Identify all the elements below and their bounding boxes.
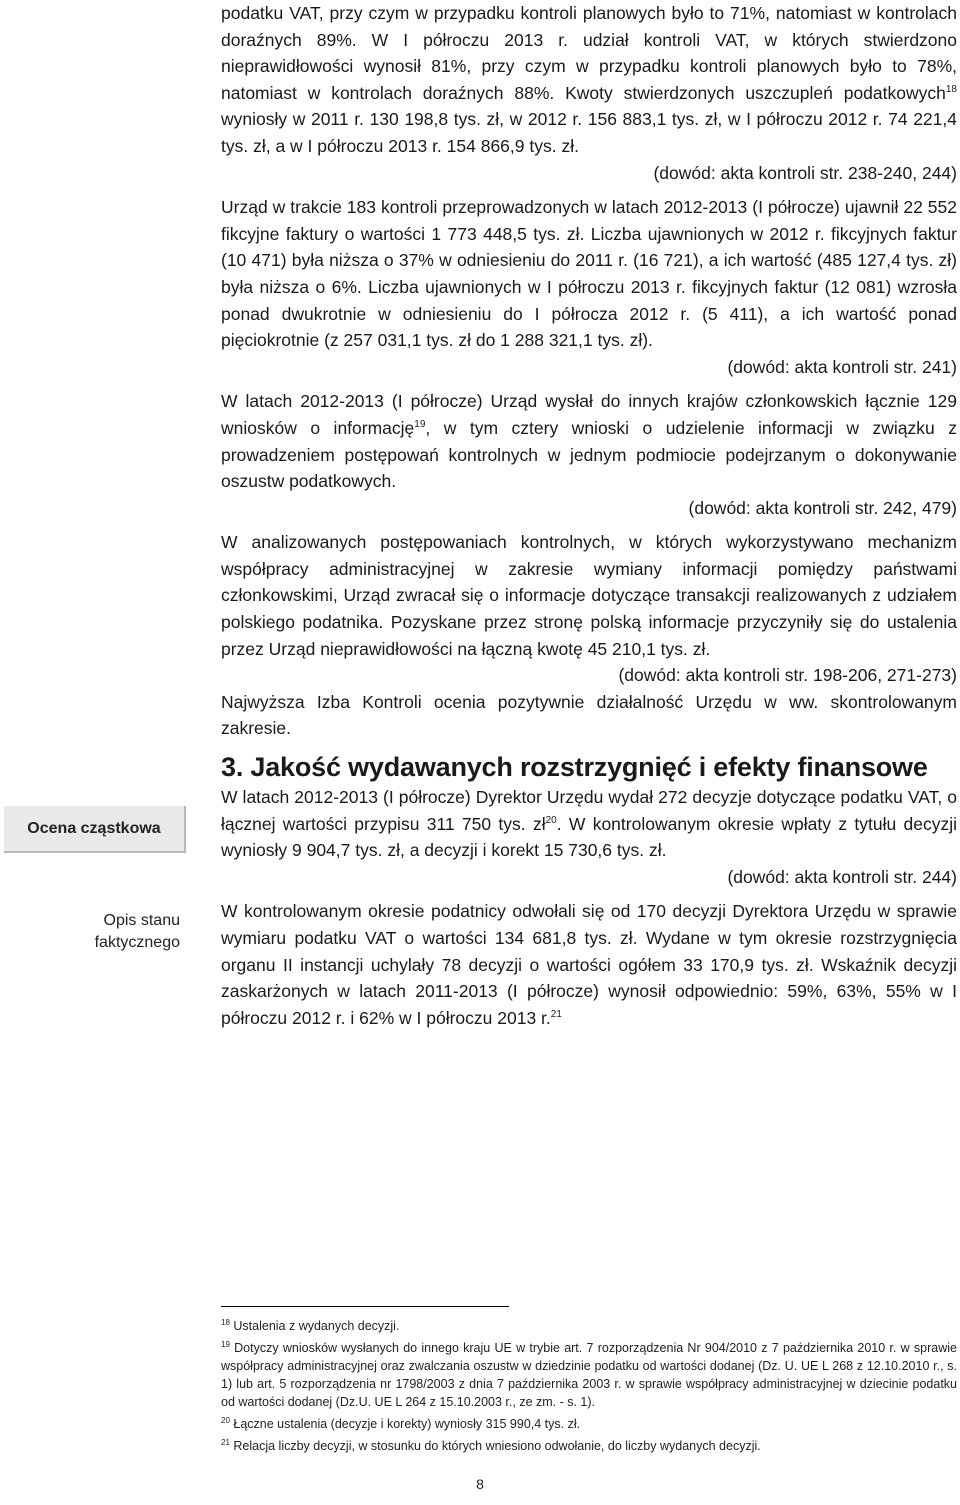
footnote-20 (221, 1415, 957, 1433)
footnote-ref-20[interactable]: 20 (545, 814, 557, 826)
paragraph-6-text-b: . W kontrolowanym okresie wpłaty z tytułu decyzji wyniosły 9 904,7 tys. zł, a decyzji i korekt 15 730,6 tys. zł. (221, 813, 957, 861)
paragraph-7 (221, 898, 957, 1031)
footnote-number: 20 (221, 1415, 230, 1425)
evidence-citation-3: (dowód: akta kontroli str. 242, 479) (688, 497, 957, 518)
footnote-ref-18[interactable]: 18 (945, 83, 957, 95)
footnote-number: 19 (221, 1339, 230, 1349)
sidebar-note-line1: Opis stanu (103, 912, 180, 929)
footnote-number: 21 (221, 1437, 230, 1447)
footnote-ref-21[interactable]: 21 (550, 1008, 562, 1020)
paragraph-1-text-a: podatku VAT, przy czym w przypadku kontroli planowych było to 71%, natomiast w kontrolach doraźnych 89%. W I półroczu 2013 r. udział kontroli VAT, w których stwierdzono nieprawidłowości wynosił 81%, przy czym w przypadku kontroli planowych było to 78%, natomiast w kontrolach doraźnych 88%. Kwoty stwierdzonych uszczupleń podatkowych (221, 3, 957, 103)
sidebar-note-line2: faktycznego (94, 934, 180, 951)
footnote-21 (221, 1437, 957, 1455)
paragraph-1 (221, 0, 957, 160)
footnote-separator (221, 1306, 509, 1307)
evidence-citation-5: (dowód: akta kontroli str. 244) (727, 866, 957, 887)
sidebar-label-box (4, 806, 186, 853)
page-number: 8 (476, 1476, 484, 1492)
section-heading: 3. Jakość wydawanych rozstrzygnięć i efekty finansowe (221, 752, 928, 783)
sidebar-title: Ocena cząstkowa (27, 819, 161, 837)
footnote-text: Dotyczy wniosków wysłanych do innego kraju UE w trybie art. 7 rozporządzenia Nr 904/2010 z 7 października 2010 r. w sprawie współpracy administracyjnej oraz zwalczania oszustw w dziedzinie podatku od wartości dodanej (Dz. U. UE L 268 z 12.10.2010 r., s. 1) lub art. 5 rozporządzenia nr 1798/2003 z dnia 7 października 2003 r. w sprawie współpracy administracyjnej w dziecinie podatku od wartości dodanej (Dz.U. UE L 264 z 15.10.2003 r., ze zm. - s. 1). (221, 1341, 957, 1409)
paragraph-6-text-a: W latach 2012-2013 (I półrocze) Dyrektor Urzędu wydał 272 decyzje dotyczące podatku VAT, o łącznej wartości przypisu 311 750 tys. zł (221, 787, 957, 834)
footnote-text: Relacja liczby decyzji, w stosunku do których wniesiono odwołanie, do liczby wydanych decyzji. (233, 1439, 761, 1453)
main-content (221, 0, 957, 1031)
footnote-text: Łączne ustalenia (decyzje i korekty) wyniosły 315 990,4 tys. zł. (233, 1417, 581, 1431)
paragraph-2: Urząd w trakcie 183 kontroli przeprowadzonych w latach 2012-2013 (I półrocze) ujawnił 22 552 fikcyjne faktury o wartości 1 773 448,5 tys. zł. Liczba ujawnionych w 2012 r. fikcyjnych faktur (10 471) była niższa o 37% w odniesieniu do 2011 r. (16 721), a ich wartość (485 127,4 tys. zł) była niższa o 6%. Liczba ujawnionych w I półroczu 2013 r. fikcyjnych faktur (12 081) wzrosła ponad dwukrotnie w odniesieniu do I półrocza 2012 r. (5 411), a ich wartość ponad pięciokrotnie (z 257 031,1 tys. zł do 1 288 321,1 tys. zł). (221, 197, 957, 351)
paragraph-4: W analizowanych postępowaniach kontrolnych, w których wykorzystywano mechanizm współpracy administracyjnej w zakresie wymiany informacji pomiędzy państwami członkowskimi, Urząd zwracał się o informacje dotyczące transakcji realizowanych z udziałem polskiego podatnika. Pozyskane przez stronę polską informacje przyczyniły się do ustalenia przez Urząd nieprawidłowości na łączną kwotę 45 210,1 tys. zł. (221, 532, 957, 659)
footnote-number: 18 (221, 1317, 230, 1327)
footnote-text: Ustalenia z wydanych decyzji. (233, 1319, 400, 1333)
evidence-citation-1: (dowód: akta kontroli str. 238-240, 244) (653, 162, 957, 183)
paragraph-3-text-a: W latach 2012-2013 (I półrocze) Urząd wysłał do innych krajów członkowskich łącznie 129 wniosków o informację (221, 391, 957, 438)
footnote-18 (221, 1317, 957, 1335)
paragraph-1-text-b: wyniosły w 2011 r. 130 198,8 tys. zł, w 2012 r. 156 883,1 tys. zł, w I półroczu 2012 r. 74 221,4 tys. zł, a w I półroczu 2013 r. 154 866,9 tys. zł. (221, 109, 957, 156)
paragraph-7-text: W kontrolowanym okresie podatnicy odwołali się od 170 decyzji Dyrektora Urzędu w sprawie wymiaru podatku VAT o wartości 134 681,8 tys. zł. Wydane w tym okresie rozstrzygnięcia organu II instancji uchylały 78 decyzji o wartości ogółem 33 170,9 tys. zł. Wskaźnik decyzji zaskarżonych w latach 2011-2013 (I półrocze) wynosił odpowiednio: 59%, 63%, 55% w I półroczu 2012 r. i 62% w I półroczu 2013 r. (221, 901, 957, 1028)
footnotes (221, 1317, 957, 1459)
evidence-citation-2: (dowód: akta kontroli str. 241) (727, 356, 957, 377)
paragraph-3-text-b: , w tym cztery wnioski o udzielenie informacji w związku z prowadzeniem postępowań kontrolnych w jednym podmiocie podejrzanym o dokonywanie oszustw podatkowych. (221, 417, 957, 492)
evidence-citation-4: (dowód: akta kontroli str. 198-206, 271-273) (618, 665, 957, 686)
footnote-19 (221, 1339, 957, 1411)
paragraph-5: Najwyższa Izba Kontroli ocenia pozytywnie działalność Urzędu w ww. skontrolowanym zakresie. (221, 691, 957, 739)
paragraph-3 (221, 388, 957, 494)
sidebar-note (60, 910, 180, 954)
paragraph-6 (221, 784, 957, 864)
footnote-ref-19[interactable]: 19 (414, 419, 426, 431)
